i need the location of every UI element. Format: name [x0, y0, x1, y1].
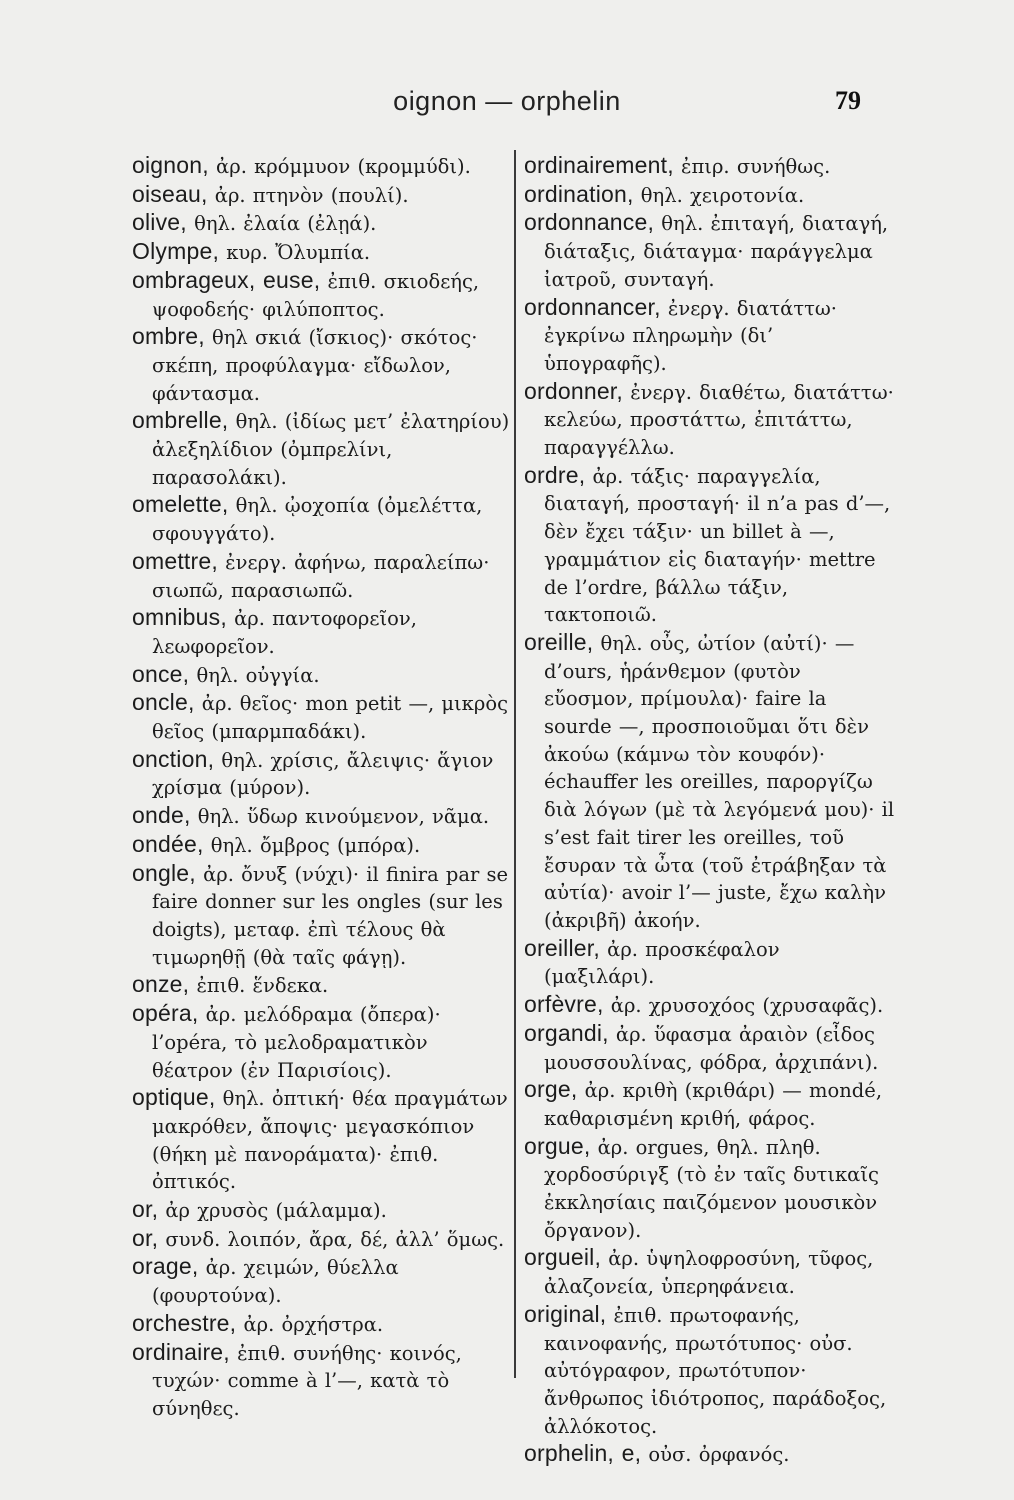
- dictionary-entry: [132, 604, 510, 660]
- entry-definition: ἐνεργ. ἀφήνω, παραλείπω· σιωπῶ, παρασιωπῶ.: [152, 550, 490, 602]
- entry-headword: olive,: [132, 209, 187, 236]
- dictionary-entry: [524, 935, 896, 991]
- dictionary-entry: [132, 831, 510, 860]
- entry-definition: ἀρ. ὄνυξ (νύχι)· il finira par se faire donner sur les ongles (sur les doigts), μεταφ. ἐπὶ τέλους θὰ τιμωρηθῇ (θὰ ταῖς φάγῃ).: [152, 862, 509, 969]
- dictionary-entry: [132, 209, 510, 238]
- page-number: 79: [835, 86, 861, 115]
- entry-headword: oreiller,: [524, 934, 600, 961]
- entry-headword: oncle,: [132, 689, 195, 716]
- dictionary-entry: [132, 1000, 510, 1084]
- entry-headword: once,: [132, 660, 190, 687]
- entry-definition: θηλ. ὄμβρος (μπόρα).: [203, 833, 421, 857]
- entry-definition: ἀρ. θεῖος· mon petit —, μικρὸς θεῖος (μπαρμπαδάκι).: [152, 692, 508, 744]
- entry-headword: original,: [524, 1300, 607, 1327]
- entry-headword: omelette,: [132, 491, 229, 518]
- entry-headword: orge,: [524, 1076, 578, 1103]
- entry-headword: Olympe,: [132, 238, 220, 265]
- entry-definition: ἐπιθ. συνήθης· κοινός, τυχών· comme à l’—, κατὰ τὸ σύνηθες.: [152, 1341, 462, 1420]
- entry-headword: ordonner,: [524, 377, 623, 404]
- dictionary-entry: [524, 1133, 896, 1245]
- dictionary-entry: [132, 1310, 510, 1339]
- entry-definition: ἐπιθ. σκιοδεής, ψοφοδεής· φιλύποπτος.: [152, 269, 480, 321]
- entry-definition: θηλ. (ἰδίως μετ’ ἐλατηρίου) ἀλεξηλίδιον (ὀμπρελίνι, παρασολάκι).: [152, 410, 510, 489]
- dictionary-entry: [524, 1301, 896, 1441]
- dictionary-entry: [524, 629, 896, 935]
- entry-headword: orchestre,: [132, 1309, 237, 1336]
- entry-definition: θηλ. ἐπιταγή, διαταγή, διάταξις, διάταγμα· παράγγελμα ἰατροῦ, συνταγή.: [544, 212, 889, 291]
- entry-definition: ἀρ. προσκέφαλον (μαξιλάρι).: [544, 937, 780, 989]
- dictionary-entry: [132, 661, 510, 690]
- entry-definition: ἀρ. τάξις· παραγγελία, διαταγή, προσταγή· il n’a pas d’—, δὲν ἔχει τάξιν· un billet à —, γραμμάτιον εἰς διαταγήν· mettre de l’ordre, βάλλω τάξιν, τακτοποιῶ.: [544, 464, 891, 627]
- right-column: [524, 152, 896, 1467]
- dictionary-entry: [132, 267, 510, 323]
- entry-headword: orfèvre,: [524, 991, 604, 1018]
- dictionary-entry: [524, 1076, 896, 1132]
- dictionary-entry: [132, 746, 510, 802]
- entry-headword: omnibus,: [132, 604, 227, 631]
- page-title: oignon — orphelin: [393, 86, 621, 116]
- entry-headword: orgue,: [524, 1132, 591, 1159]
- entry-headword: ombre,: [132, 323, 205, 350]
- entry-definition: θηλ. οὐγγία.: [189, 663, 320, 687]
- entry-headword: ombrelle,: [132, 407, 229, 434]
- entry-definition: θηλ. ἐλαία (ἐλῃά).: [186, 212, 377, 236]
- entry-headword: or,: [132, 1224, 159, 1251]
- entry-headword: onction,: [132, 745, 215, 772]
- entry-definition: ἐπιρ. συνήθως.: [673, 155, 831, 178]
- entry-headword: or,: [132, 1196, 159, 1223]
- dictionary-entry: [132, 238, 510, 267]
- column-divider: [514, 150, 516, 1378]
- entry-definition: ἀρ. ὑψηλοφροσύνη, τῦφος, ἀλαζονεία, ὑπερηφάνεια.: [544, 1247, 874, 1299]
- entry-headword: oreille,: [524, 628, 594, 655]
- dictionary-entry: [524, 1244, 896, 1300]
- entry-headword: opéra,: [132, 1000, 199, 1027]
- entry-headword: ordonnancer,: [524, 293, 661, 320]
- entry-definition: θηλ. χειροτονία.: [633, 183, 805, 207]
- entry-definition: θηλ. χρίσις, ἄλειψις· ἅγιον χρίσμα (μύρον).: [152, 748, 494, 800]
- entry-headword: oiseau,: [132, 180, 208, 207]
- running-header: [0, 86, 1014, 126]
- left-column: [132, 152, 510, 1420]
- entry-definition: ἀρ. κρόμμυον (κρομμύδι).: [208, 155, 471, 178]
- entry-definition: θηλ. ὀπτική· θέα πραγμάτων μακρόθεν, ἄποψις· μεγασκόπιον (θήκη μὲ πανοράματα)· ἐπιθ. ὀπτικός.: [152, 1087, 508, 1194]
- entry-headword: onde,: [132, 802, 191, 829]
- entry-definition: ἐπιθ. ἕνδεκα.: [189, 974, 329, 998]
- entry-definition: ἐνεργ. διαθέτω, διατάττω· κελεύω, προστάττω, ἐπιτάττω, παραγγέλλω.: [544, 380, 894, 460]
- entry-definition: οὐσ. ὀρφανός.: [641, 1443, 790, 1467]
- entry-headword: orage,: [132, 1253, 199, 1280]
- dictionary-entry: [132, 802, 510, 831]
- dictionary-entry: [132, 1196, 510, 1225]
- entry-headword: oignon,: [132, 152, 209, 178]
- entry-headword: ordre,: [524, 461, 586, 488]
- entry-definition: κυρ. Ὄλυμπία.: [219, 241, 371, 265]
- entry-headword: onze,: [132, 971, 190, 998]
- entry-definition: ἐνεργ. διατάττω· ἐγκρίνω πληρωμὴν (δι’ ὑπογραφῆς).: [544, 296, 837, 375]
- dictionary-entry: [132, 152, 510, 181]
- entry-headword: ordination,: [524, 180, 634, 207]
- entry-headword: ordonnance,: [524, 209, 655, 236]
- dictionary-entry: [132, 860, 510, 972]
- dictionary-entry: [132, 971, 510, 1000]
- entry-definition: ἀρ. χειμών, θύελλα (φουρτούνα).: [152, 1256, 399, 1308]
- entry-headword: ongle,: [132, 859, 196, 886]
- entry-definition: ἀρ. κριθὴ (κριθάρι) — mondé, καθαρισμένη κριθή, φάρος.: [544, 1079, 883, 1130]
- entry-definition: ἀρ χρυσὸς (μάλαμμα).: [158, 1199, 387, 1223]
- dictionary-entry: [132, 323, 510, 407]
- entry-definition: ἐπιθ. πρωτοφανής, καινοφανής, πρωτότυπος· οὐσ. αὐτόγραφον, πρωτότυπον· ἄνθρωπος ἰδιότροπος, παράδοξος, ἀλλόκοτος.: [544, 1303, 887, 1438]
- dictionary-entry: [524, 209, 896, 293]
- dictionary-entry: [524, 294, 896, 378]
- entry-headword: optique,: [132, 1084, 216, 1111]
- dictionary-entry: [132, 1225, 510, 1254]
- dictionary-entry: [524, 1020, 896, 1076]
- entry-definition: θηλ. οὖς, ὠτίον (αὐτί)· — d’ours, ἡράνθεμον (φυτὸν εὔοσμον, πρίμουλα)· faire la sourde —, προσποιοῦμαι ὅτι δὲν ἀκούω (κάμνω τὸν κουφόν)· échauffer les oreilles, παροργίζω διὰ λόγων (μὲ τὰ λεγόμενά μου)· il s’est fait tirer les oreilles, τοῦ ἔσυραν τὰ ὦτα (τοῦ ἐτράβηξαν τὰ αὐτία)· avoir l’— juste, ἔχω καλὴν (ἀκριβῆ) ἀκοήν.: [544, 631, 895, 932]
- entry-headword: organdi,: [524, 1019, 609, 1046]
- entry-headword: ordinairement,: [524, 152, 674, 178]
- dictionary-entry: [132, 548, 510, 604]
- entry-definition: ἀρ. χρυσοχόος (χρυσαφᾶς).: [603, 994, 884, 1018]
- dictionary-entry: [524, 1440, 896, 1469]
- dictionary-entry: [132, 689, 510, 745]
- dictionary-entry: [132, 1339, 510, 1423]
- entry-definition: ἀρ. πτηνὸν (πουλί).: [207, 183, 409, 207]
- dictionary-entry: [132, 407, 510, 491]
- dictionary-entry: [132, 181, 510, 210]
- entry-definition: ἀρ. ὕφασμα ἀραιὸν (εἶδος μουσσουλίνας, φόδρα, ἀρχιπάνι).: [544, 1022, 879, 1074]
- entry-definition: ἀρ. παντοφορεῖον, λεωφορεῖον.: [152, 607, 417, 658]
- entry-headword: ombrageux, euse,: [132, 266, 321, 293]
- dictionary-entry: [524, 181, 896, 210]
- entry-definition: θηλ. ᾠοχοπία (ὀμελέττα, σφουγγάτο).: [152, 494, 483, 546]
- entry-definition: ἀρ. orgues, θηλ. πληθ. χορδοσύριγξ (τὸ ἐν ταῖς δυτικαῖς ἐκκλησίαις παιζόμενον μουσικὸν ὄργανον).: [544, 1135, 879, 1242]
- dictionary-entry: [524, 462, 896, 629]
- entry-headword: ondée,: [132, 830, 204, 857]
- entry-definition: θηλ σκιά (ἴσκιος)· σκότος· σκέπη, προφύλαγμα· εἴδωλον, φάντασμα.: [152, 326, 478, 405]
- dictionary-entry: [524, 152, 896, 181]
- entry-definition: ἀρ. ὀρχήστρα.: [236, 1312, 384, 1336]
- entry-definition: θηλ. ὕδωρ κινούμενον, νᾶμα.: [190, 805, 490, 829]
- dictionary-entry: [524, 991, 896, 1020]
- entry-definition: ἀρ. μελόδραμα (ὄπερα)· l’opéra, τὸ μελοδραματικὸν θέατρον (ἐν Παρισίοις).: [152, 1003, 441, 1082]
- entry-definition: συνδ. λοιπόν, ἄρα, δέ, ἀλλ’ ὅμως.: [158, 1227, 505, 1251]
- entry-headword: ordinaire,: [132, 1338, 230, 1365]
- entry-headword: omettre,: [132, 547, 218, 574]
- dictionary-entry: [132, 1084, 510, 1196]
- dictionary-entry: [132, 491, 510, 547]
- dictionary-entry: [132, 1253, 510, 1309]
- dictionary-entry: [524, 378, 896, 462]
- entry-headword: orgueil,: [524, 1244, 602, 1271]
- entry-headword: orphelin, e,: [524, 1440, 642, 1467]
